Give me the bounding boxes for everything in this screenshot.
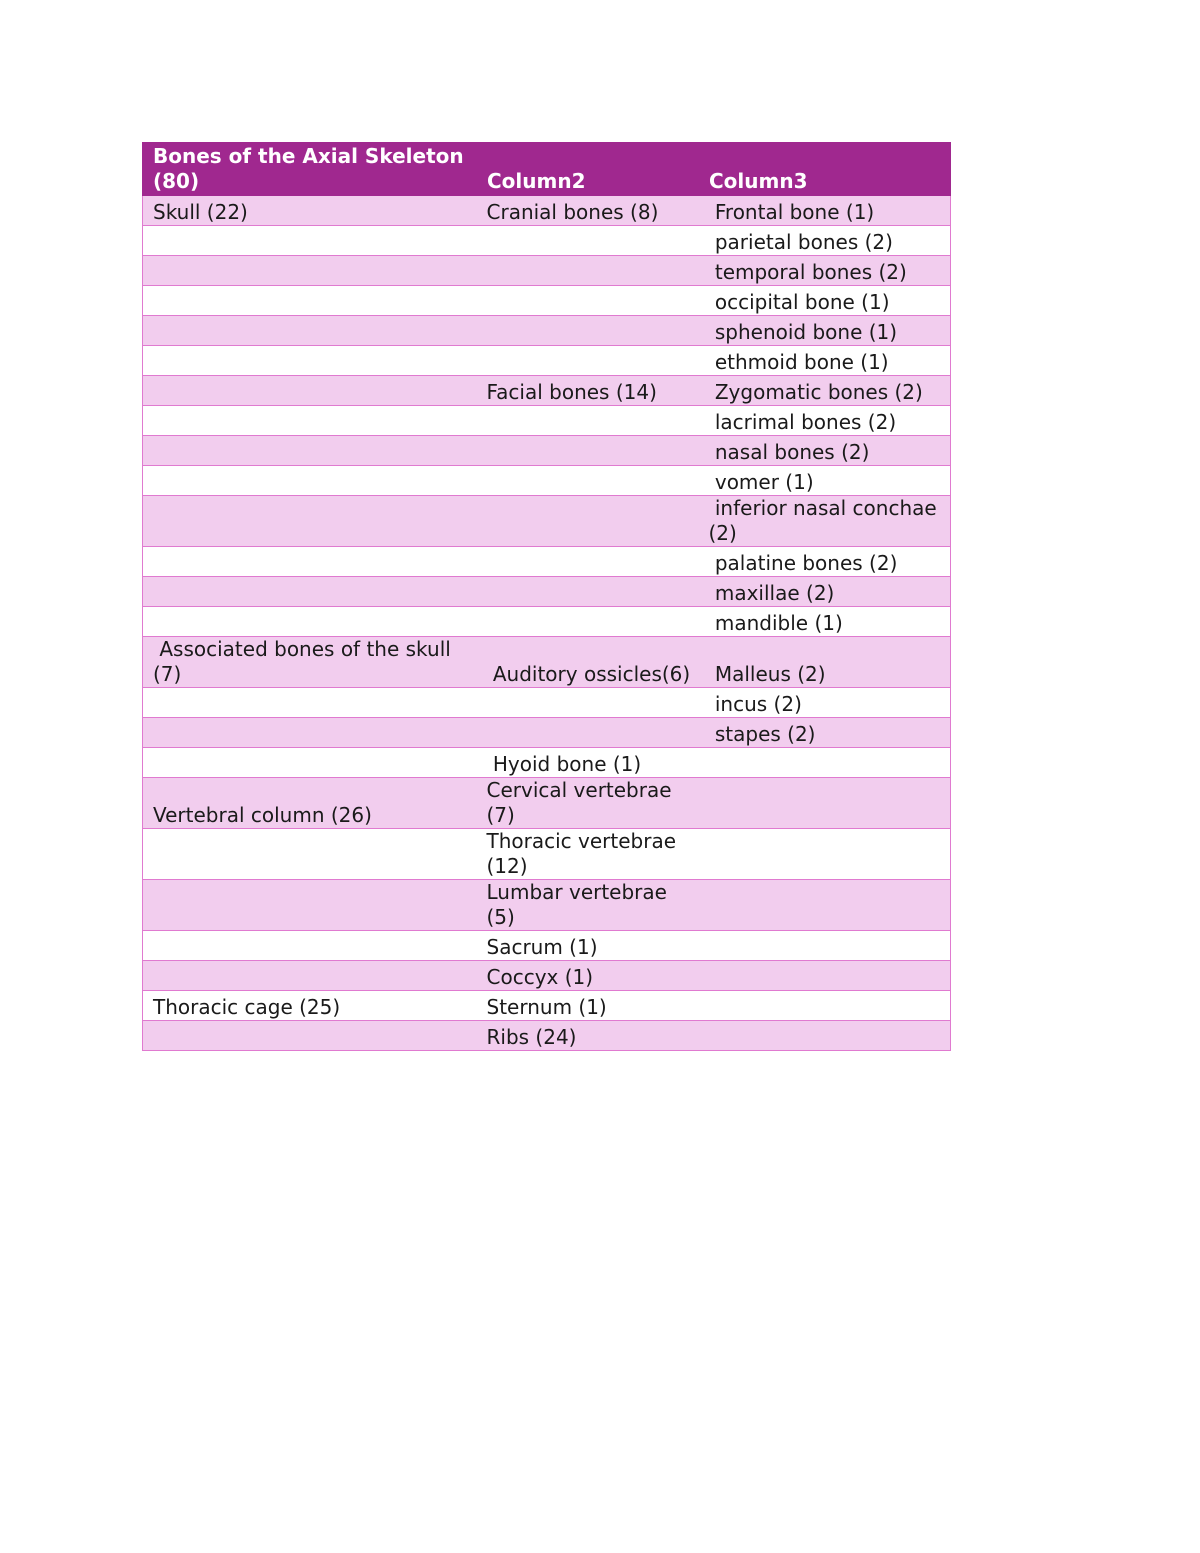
table-cell [477,607,699,637]
table-cell: Auditory ossicles(6) [477,637,699,688]
table-cell: Skull (22) [143,195,477,226]
table-cell: Hyoid bone (1) [477,748,699,778]
table-cell: incus (2) [699,688,951,718]
table-header-row [143,143,951,196]
table-cell [477,496,699,547]
table-row [143,496,951,547]
table-cell [477,406,699,436]
table-cell: Sternum (1) [477,991,699,1021]
table-cell [143,256,477,286]
table-cell: Ribs (24) [477,1021,699,1051]
table-cell: ethmoid bone (1) [699,346,951,376]
axial-skeleton-table [142,142,951,1051]
table-row [143,547,951,577]
table-cell [477,688,699,718]
table-cell [477,256,699,286]
table-cell [699,748,951,778]
table-cell: Zygomatic bones (2) [699,376,951,406]
table-row [143,286,951,316]
table-cell [477,316,699,346]
table-row [143,316,951,346]
table-row [143,718,951,748]
table-row [143,256,951,286]
table-cell: occipital bone (1) [699,286,951,316]
table-cell [477,226,699,256]
table-cell [143,961,477,991]
table-cell [143,406,477,436]
table-row [143,748,951,778]
table-cell: mandible (1) [699,607,951,637]
table-cell: Sacrum (1) [477,931,699,961]
table-cell [143,829,477,880]
table-cell: Vertebral column (26) [143,778,477,829]
table-cell: lacrimal bones (2) [699,406,951,436]
table-cell [143,1021,477,1051]
table-cell [143,376,477,406]
table-cell [143,607,477,637]
table-row [143,466,951,496]
table-cell: Associated bones of the skull (7) [143,637,477,688]
table-cell: sphenoid bone (1) [699,316,951,346]
table-cell [143,316,477,346]
table-row [143,195,951,226]
table-cell: stapes (2) [699,718,951,748]
table-cell [143,547,477,577]
table-cell: inferior nasal conchae (2) [699,496,951,547]
table-cell: vomer (1) [699,466,951,496]
header-cell: Column2 [477,143,699,196]
table-cell: Lumbar vertebrae (5) [477,880,699,931]
table-cell [143,286,477,316]
table-row [143,931,951,961]
table-cell: Thoracic cage (25) [143,991,477,1021]
table-cell [699,1021,951,1051]
table-cell [699,931,951,961]
table-row [143,406,951,436]
table-row [143,637,951,688]
table-cell: nasal bones (2) [699,436,951,466]
table-cell: Thoracic vertebrae (12) [477,829,699,880]
table-row [143,226,951,256]
table-row [143,376,951,406]
table-cell [699,829,951,880]
table-cell: palatine bones (2) [699,547,951,577]
table-cell: Frontal bone (1) [699,195,951,226]
table-cell [477,718,699,748]
table-row [143,577,951,607]
header-cell: Bones of the Axial Skeleton (80) [143,143,477,196]
table-row [143,778,951,829]
table-cell [477,346,699,376]
table-cell [143,931,477,961]
table-cell [143,718,477,748]
table-cell [143,577,477,607]
table-body [143,195,951,1051]
table-cell [143,688,477,718]
table-row [143,880,951,931]
table-row [143,961,951,991]
header-cell: Column3 [699,143,951,196]
table-cell: Malleus (2) [699,637,951,688]
table-row [143,829,951,880]
table-cell [699,991,951,1021]
table-cell: Cervical vertebrae (7) [477,778,699,829]
table-cell: maxillae (2) [699,577,951,607]
table-row [143,688,951,718]
table-cell [143,880,477,931]
table-cell [699,880,951,931]
table-cell: Coccyx (1) [477,961,699,991]
table-row [143,346,951,376]
table-cell [699,778,951,829]
table-cell [699,961,951,991]
table-row [143,436,951,466]
table-cell [477,286,699,316]
table-cell [477,436,699,466]
table-row [143,991,951,1021]
table-cell [143,346,477,376]
table-cell [143,496,477,547]
table-cell [143,466,477,496]
table-cell: Facial bones (14) [477,376,699,406]
table-cell [143,226,477,256]
table-cell [477,547,699,577]
table-cell [143,436,477,466]
table-cell [143,748,477,778]
table-cell [477,466,699,496]
table-cell: parietal bones (2) [699,226,951,256]
table-cell: Cranial bones (8) [477,195,699,226]
table-row [143,607,951,637]
table-cell: temporal bones (2) [699,256,951,286]
table-cell [477,577,699,607]
table-row [143,1021,951,1051]
